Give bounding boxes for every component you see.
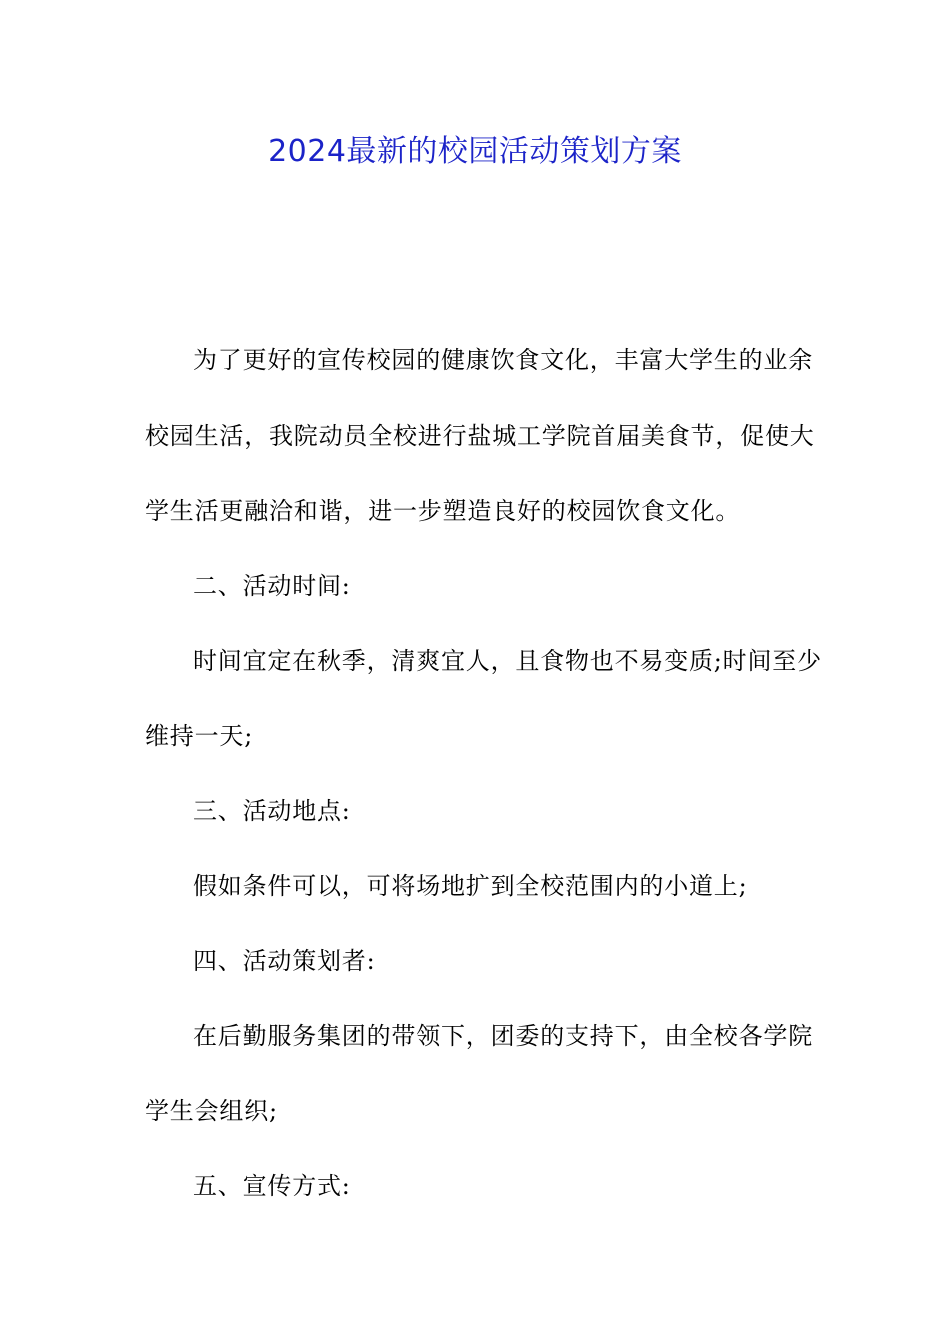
paragraph-planner-line-2: 学生会组织;	[145, 1097, 278, 1125]
paragraph-intro-line-1: 为了更好的宣传校园的健康饮食文化，丰富大学生的业余	[193, 346, 813, 374]
paragraph-time-line-2: 维持一天;	[145, 722, 254, 750]
document-title: 2024最新的校园活动策划方案	[268, 134, 682, 169]
paragraph-location: 假如条件可以，可将场地扩到全校范围内的小道上;	[193, 872, 748, 900]
section-heading-planner: 四、活动策划者:	[193, 947, 376, 975]
paragraph-planner-line-1: 在后勤服务集团的带领下，团委的支持下，由全校各学院	[193, 1022, 813, 1050]
paragraph-time-line-1: 时间宜定在秋季，清爽宜人，且食物也不易变质;时间至少	[193, 647, 822, 675]
section-heading-promotion: 五、宣传方式:	[193, 1172, 351, 1200]
paragraph-intro-line-3: 学生活更融洽和谐，进一步塑造良好的校园饮食文化。	[145, 497, 741, 525]
paragraph-intro-line-2: 校园生活，我院动员全校进行盐城工学院首届美食节，促使大	[145, 422, 815, 450]
section-heading-location: 三、活动地点:	[193, 797, 351, 825]
section-heading-time: 二、活动时间:	[193, 572, 351, 600]
